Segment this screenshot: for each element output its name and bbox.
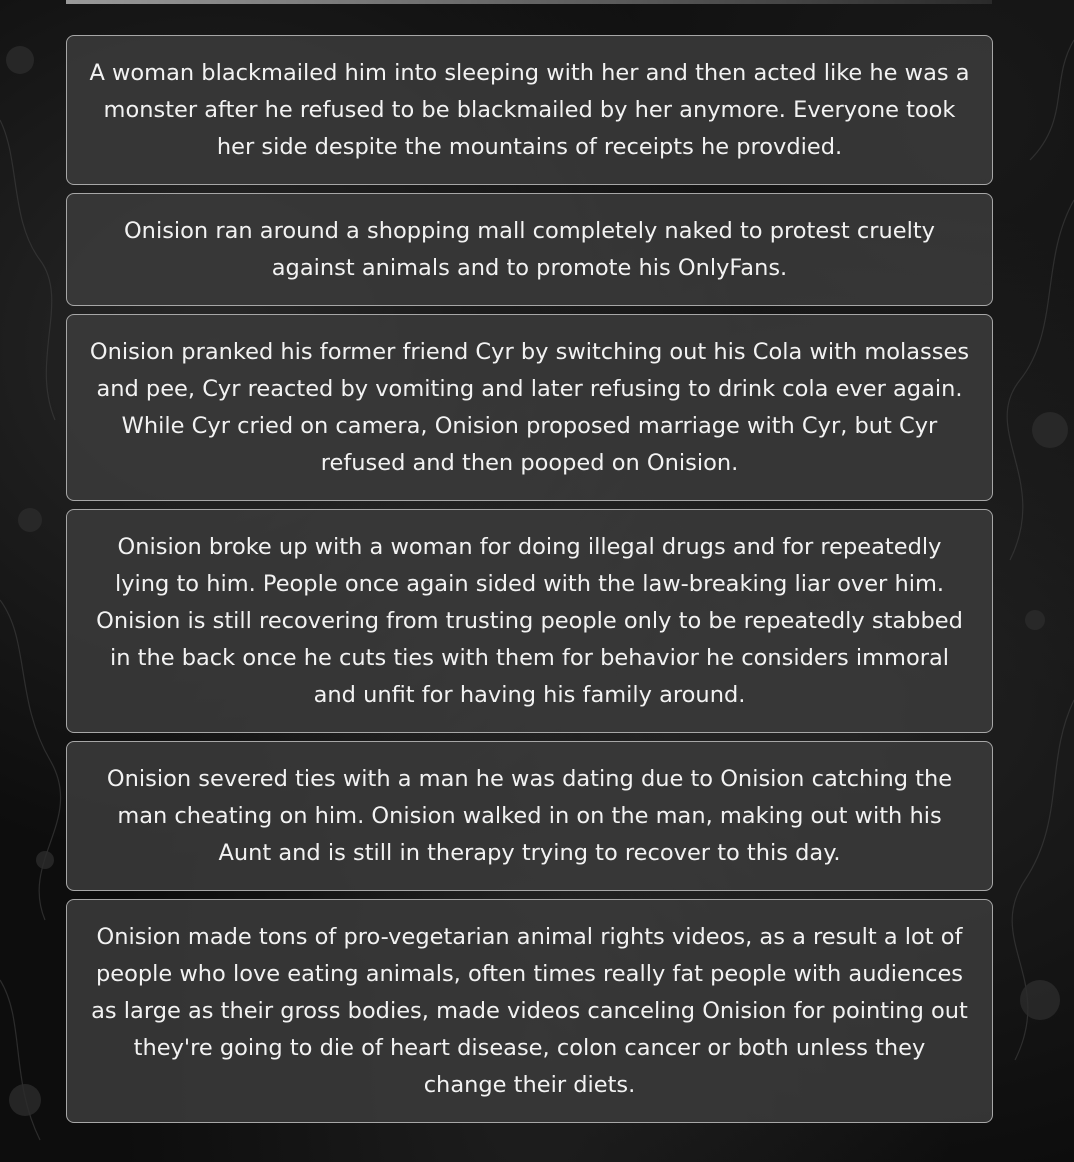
story-card — [66, 193, 993, 306]
top-divider-bar — [66, 0, 992, 4]
story-card — [66, 741, 993, 891]
story-card-text: Onision broke up with a woman for doing illegal drugs and for repeatedly lying to him. People once again sided with the law-breaking liar over him. Onision is still recovering from trusting people only to be repeatedly stabbed in the back once he cuts ties with them for behavior he considers immoral and unfit for having his family around. — [96, 534, 963, 708]
story-card-text: Onision made tons of pro-vegetarian animal rights videos, as a result a lot of people who love eating animals, often times really fat people with audiences as large as their gross bodies, made videos canceling Onision for pointing out they're going to die of heart disease, colon cancer or both unless they change their diets. — [91, 924, 968, 1098]
story-card-text: Onision severed ties with a man he was dating due to Onision catching the man cheating on him. Onision walked in on the man, making out with his Aunt and is still in therapy trying to recover to this day. — [106, 766, 953, 866]
story-card — [66, 314, 993, 501]
story-card — [66, 509, 993, 733]
story-card-text: A woman blackmailed him into sleeping with her and then acted like he was a monster after he refused to be blackmailed by her anymore. Everyone took her side despite the mountains of receipts he provdied. — [89, 60, 970, 160]
story-card — [66, 899, 993, 1123]
story-card — [66, 35, 993, 185]
story-card-text: Onision ran around a shopping mall completely naked to protest cruelty against animals and to promote his OnlyFans. — [123, 218, 936, 281]
story-card-text: Onision pranked his former friend Cyr by switching out his Cola with molasses and pee, Cyr reacted by vomiting and later refusing to drink cola ever again. While Cyr cried on camera, Onision proposed marriage with Cyr, but Cyr refused and then pooped on Onision. — [89, 339, 970, 476]
card-list — [66, 35, 993, 1131]
